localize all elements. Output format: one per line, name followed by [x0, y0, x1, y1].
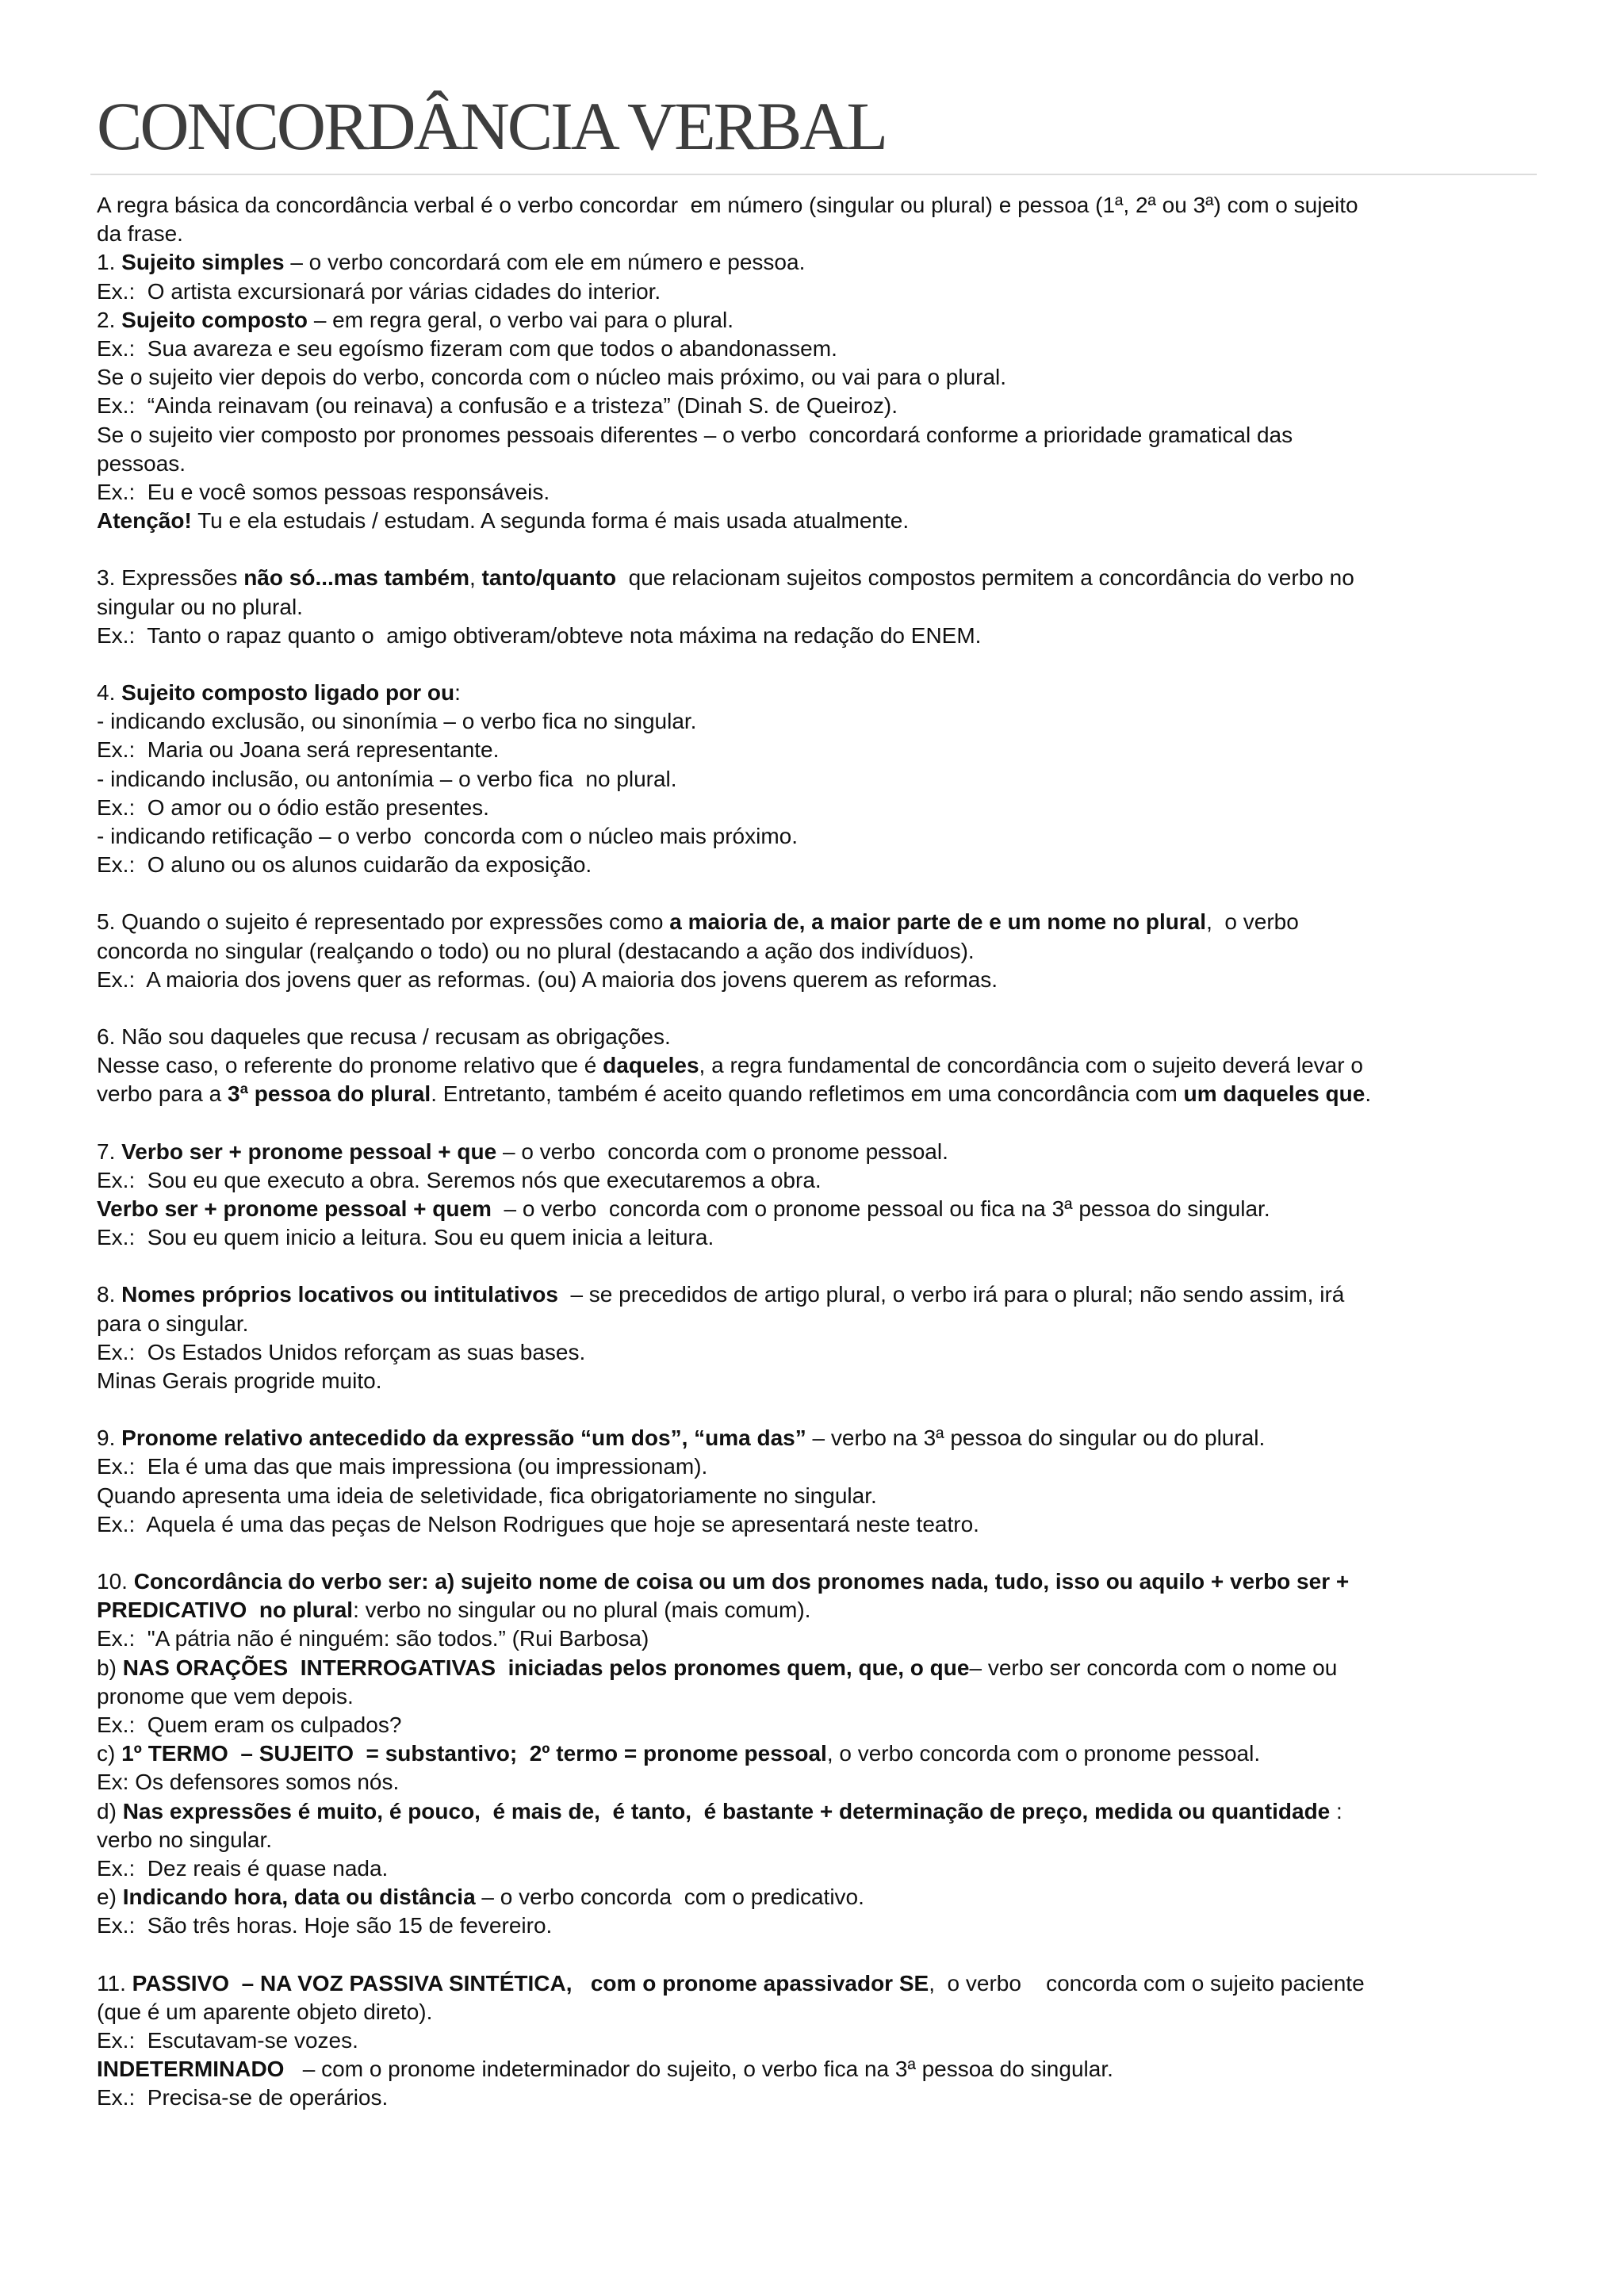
rule-section-2 — [97, 306, 1530, 536]
text-run: verbo no singular. — [97, 1827, 273, 1852]
bold-text: PASSIVO – NA VOZ PASSIVA SINTÉTICA, com o pronome apassivador SE — [132, 1970, 929, 1996]
text-line — [97, 335, 1530, 363]
text-line — [97, 421, 1530, 450]
text-run: Ex.: Sou eu quem inicio a leitura. Sou eu quem inicia a leitura. — [97, 1225, 714, 1250]
text-line — [97, 966, 1530, 994]
text-line — [97, 248, 1530, 277]
text-line — [97, 306, 1530, 335]
rule-section-6 — [97, 1023, 1530, 1109]
bold-text: um daqueles que — [1183, 1081, 1365, 1107]
text-run: b) — [97, 1655, 123, 1680]
text-run: Ex.: "A pátria não é ninguém: são todos.” (Rui Barbosa) — [97, 1626, 649, 1651]
text-line — [97, 1654, 1530, 1682]
bold-text: INDETERMINADO — [97, 2057, 285, 2082]
paragraph-gap — [97, 650, 1530, 679]
text-line — [97, 765, 1530, 794]
intro-line — [97, 220, 1530, 248]
text-run: Ex.: São três horas. Hoje são 15 de fevereiro. — [97, 1913, 553, 1938]
document-body — [97, 191, 1530, 2113]
text-run: Ex.: Eu e você somos pessoas responsáveis. — [97, 479, 550, 504]
text-line — [97, 1682, 1530, 1711]
text-run: 2. — [97, 307, 122, 332]
paragraph-gap — [97, 994, 1530, 1023]
bold-text: Indicando hora, data ou distância — [122, 1885, 476, 1910]
text-run: Se o sujeito vier depois do verbo, concorda com o núcleo mais próximo, ou vai para o plural. — [97, 365, 1007, 390]
text-run: - indicando retificação – o verbo concorda com o núcleo mais próximo. — [97, 823, 798, 848]
text-run: – em regra geral, o verbo vai para o plural. — [308, 307, 733, 332]
bold-text: a maioria de, a maior parte de e um nome no plural — [669, 909, 1207, 935]
bold-text: Verbo ser + pronome pessoal + quem — [97, 1196, 492, 1221]
text-line — [97, 1596, 1530, 1624]
text-run: – com o pronome indeterminador do sujeito, o verbo fica na 3ª pessoa do singular. — [284, 2057, 1113, 2082]
text-line — [97, 564, 1530, 592]
text-run: Ex: Os defensores somos nós. — [97, 1770, 400, 1795]
bold-text: Concordância do verbo ser: a) sujeito nome de coisa ou um dos pronomes nada, tudo, isso ou aquilo + verbo ser + — [133, 1569, 1350, 1594]
bold-text: não só...mas também — [243, 565, 469, 591]
text-run: , a regra fundamental de concordância com o sujeito deverá levar o — [699, 1053, 1363, 1078]
text-run: 4. — [97, 679, 122, 705]
paragraph-gap — [97, 1941, 1530, 1969]
text-line — [97, 1567, 1530, 1596]
text-line — [97, 392, 1530, 420]
text-line — [97, 1424, 1530, 1452]
text-run: Ex.: Maria ou Joana será representante. — [97, 737, 500, 763]
bold-text: 3ª pessoa do plural — [228, 1081, 431, 1107]
rule-section-7 — [97, 1138, 1530, 1253]
text-run: da frase. — [97, 221, 183, 247]
text-line — [97, 1166, 1530, 1195]
text-line — [97, 2084, 1530, 2112]
text-line — [97, 1711, 1530, 1739]
text-line — [97, 1482, 1530, 1510]
text-line — [97, 2055, 1530, 2084]
text-run: 6. Não sou daqueles que recusa / recusam as obrigações. — [97, 1024, 671, 1049]
text-run: – se precedidos de artigo plural, o verbo irá para o plural; não sendo assim, irá — [557, 1282, 1345, 1307]
text-run: d) — [97, 1798, 123, 1823]
text-run: (que é um aparente objeto direto). — [97, 1999, 433, 2024]
text-run: Ex.: O aluno ou os alunos cuidarão da exposição. — [97, 852, 592, 878]
text-line — [97, 1023, 1530, 1051]
text-line — [97, 851, 1530, 879]
text-line — [97, 1051, 1530, 1080]
text-line — [97, 736, 1530, 764]
text-run: , o verbo concorda com o sujeito paciente — [929, 1970, 1365, 1996]
text-run: 8. — [97, 1282, 122, 1307]
text-run: – o verbo concorda com o pronome pessoal ou fica na 3ª pessoa do singular. — [491, 1196, 1270, 1221]
rule-section-11 — [97, 1969, 1530, 2113]
text-line — [97, 507, 1530, 535]
text-line — [97, 1969, 1530, 1998]
text-line — [97, 1310, 1530, 1338]
text-line — [97, 1080, 1530, 1108]
text-line — [97, 937, 1530, 966]
text-line — [97, 707, 1530, 736]
text-line — [97, 1452, 1530, 1481]
text-line — [97, 450, 1530, 478]
text-run: , o verbo — [1206, 909, 1299, 935]
bold-text: Sujeito composto ligado por ou — [121, 679, 455, 705]
text-line — [97, 1768, 1530, 1797]
text-run: Ex.: Escutavam-se vozes. — [97, 2028, 358, 2053]
text-run: – o verbo concordará com ele em número e pessoa. — [284, 250, 806, 275]
text-run: e) — [97, 1885, 123, 1910]
text-run: A regra básica da concordância verbal é o verbo concordar em número (singular ou plural) e pessoa (1ª, 2ª ou 3ª) com o sujeito — [97, 192, 1358, 217]
text-run: 10. — [97, 1569, 134, 1594]
rule-section-8 — [97, 1280, 1530, 1395]
bold-text: 1º TERMO – SUJEITO = substantivo; 2º termo = pronome pessoal — [121, 1741, 827, 1766]
text-run: Ex.: Tanto o rapaz quanto o amigo obtiveram/obteve nota máxima na redação do ENEM. — [97, 622, 982, 648]
page-title: CONCORDÂNCIA VERBAL — [97, 88, 887, 164]
text-line — [97, 363, 1530, 392]
text-run: – verbo ser concorda com o nome ou — [969, 1655, 1338, 1680]
bold-text: Nas expressões é muito, é pouco, é mais de, é tanto, é bastante + determinação de preço, medida ou quantidade — [122, 1798, 1331, 1823]
text-run: , o verbo concorda com o pronome pessoal. — [826, 1741, 1261, 1766]
text-run: Ex.: Precisa-se de operários. — [97, 2085, 389, 2110]
bold-text: PREDICATIVO no plural — [97, 1598, 354, 1623]
rule-section-10 — [97, 1567, 1530, 1941]
text-run: . Entretanto, também é aceito quando refletimos em uma concordância com — [431, 1081, 1184, 1107]
text-line — [97, 593, 1530, 622]
text-run: . — [1365, 1081, 1372, 1107]
text-run: 11. — [97, 1970, 132, 1996]
text-run: Ex.: Sou eu que executo a obra. Seremos nós que executaremos a obra. — [97, 1167, 822, 1192]
text-run: Ex.: Aquela é uma das peças de Nelson Rodrigues que hoje se apresentará neste teatro. — [97, 1511, 979, 1536]
text-line — [97, 794, 1530, 822]
intro-line — [97, 191, 1530, 220]
text-line — [97, 478, 1530, 507]
text-line — [97, 2026, 1530, 2055]
text-line — [97, 1739, 1530, 1768]
bold-text: NAS ORAÇÕES INTERROGATIVAS iniciadas pelos pronomes quem, que, o que — [122, 1655, 970, 1680]
bold-text: Pronome relativo antecedido da expressão “um dos”, “uma das” — [121, 1425, 806, 1451]
text-line — [97, 1911, 1530, 1940]
text-run: , — [469, 565, 482, 591]
text-run: Ex.: Os Estados Unidos reforçam as suas bases. — [97, 1339, 586, 1364]
title-divider — [90, 174, 1537, 175]
bold-text: Verbo ser + pronome pessoal + que — [121, 1138, 497, 1164]
text-line — [97, 1797, 1530, 1826]
text-run: Tu e ela estudais / estudam. A segunda forma é mais usada atualmente. — [191, 508, 910, 534]
text-line — [97, 1280, 1530, 1309]
text-run: – verbo na 3ª pessoa do singular ou do plural. — [806, 1425, 1266, 1451]
text-run: Ex.: “Ainda reinavam (ou reinava) a confusão e a tristeza” (Dinah S. de Queiroz). — [97, 393, 898, 419]
paragraph-gap — [97, 1252, 1530, 1280]
rule-section-4 — [97, 679, 1530, 879]
paragraph-gap — [97, 1395, 1530, 1424]
paragraph-gap — [97, 535, 1530, 564]
text-run: : — [1330, 1798, 1342, 1823]
paragraph-gap — [97, 879, 1530, 908]
text-line — [97, 1883, 1530, 1911]
text-run: Nesse caso, o referente do pronome relativo que é — [97, 1053, 603, 1078]
text-run: - indicando exclusão, ou sinonímia – o verbo fica no singular. — [97, 709, 697, 734]
bold-text: Atenção! — [97, 508, 192, 534]
text-run: - indicando inclusão, ou antonímia – o verbo fica no plural. — [97, 766, 677, 791]
text-run: Quando apresenta uma ideia de seletividade, fica obrigatoriamente no singular. — [97, 1483, 877, 1508]
text-run: pronome que vem depois. — [97, 1683, 354, 1709]
text-line — [97, 1510, 1530, 1539]
text-run: – o verbo concorda com o pronome pessoal. — [496, 1138, 948, 1164]
text-run: – o verbo concorda com o predicativo. — [475, 1885, 864, 1910]
text-run: Ex.: O amor ou o ódio estão presentes. — [97, 794, 489, 820]
text-run: Ex.: Ela é uma das que mais impressiona (ou impressionam). — [97, 1454, 708, 1479]
bold-text: daqueles — [603, 1053, 699, 1078]
text-run: Ex.: Dez reais é quase nada. — [97, 1856, 389, 1881]
text-line — [97, 1826, 1530, 1854]
text-run: Ex.: Sua avareza e seu egoísmo fizeram com que todos o abandonassem. — [97, 335, 837, 361]
text-run: singular ou no plural. — [97, 594, 303, 619]
paragraph-gap — [97, 1539, 1530, 1567]
text-run: 9. — [97, 1425, 122, 1451]
text-line — [97, 1367, 1530, 1395]
text-run: Ex.: O artista excursionará por várias cidades do interior. — [97, 278, 661, 304]
paragraph-gap — [97, 1109, 1530, 1138]
bold-text: Sujeito simples — [121, 250, 285, 275]
text-line — [97, 1998, 1530, 2026]
bold-text: Sujeito composto — [121, 307, 308, 332]
text-run: Ex.: Quem eram os culpados? — [97, 1712, 402, 1738]
text-run: : — [454, 679, 461, 705]
bold-text: Nomes próprios locativos ou intitulativos — [121, 1282, 558, 1307]
text-run: Se o sujeito vier composto por pronomes pessoais diferentes – o verbo concordará conforme a prioridade gramatical das — [97, 422, 1293, 447]
text-line — [97, 622, 1530, 650]
text-line — [97, 1223, 1530, 1252]
text-line — [97, 1138, 1530, 1166]
text-run: que relacionam sujeitos compostos permitem a concordância do verbo no — [616, 565, 1354, 591]
text-line — [97, 908, 1530, 936]
text-line — [97, 1338, 1530, 1367]
text-run: verbo para a — [97, 1081, 228, 1107]
rule-section-3 — [97, 564, 1530, 650]
rule-section-9 — [97, 1424, 1530, 1539]
text-run: 3. Expressões — [97, 565, 244, 591]
text-line — [97, 1195, 1530, 1223]
rule-section-5 — [97, 908, 1530, 994]
text-run: 1. — [97, 250, 122, 275]
text-line — [97, 1624, 1530, 1653]
text-line — [97, 1854, 1530, 1883]
text-line — [97, 822, 1530, 851]
text-run: c) — [97, 1741, 122, 1766]
document-page — [97, 87, 1530, 2113]
text-line — [97, 277, 1530, 306]
text-run: Ex.: A maioria dos jovens quer as reformas. (ou) A maioria dos jovens querem as reformas. — [97, 966, 998, 992]
text-run: pessoas. — [97, 450, 186, 476]
rule-section-1 — [97, 248, 1530, 305]
text-run: 5. Quando o sujeito é representado por expressões como — [97, 909, 670, 935]
text-run: concorda no singular (realçando o todo) ou no plural (destacando a ação dos indivíduos). — [97, 938, 975, 963]
text-run: Minas Gerais progride muito. — [97, 1368, 382, 1393]
text-run: : verbo no singular ou no plural (mais comum). — [353, 1598, 811, 1623]
text-run: 7. — [97, 1138, 122, 1164]
bold-text: tanto/quanto — [481, 565, 617, 591]
text-line — [97, 679, 1530, 707]
text-run: para o singular. — [97, 1311, 249, 1336]
